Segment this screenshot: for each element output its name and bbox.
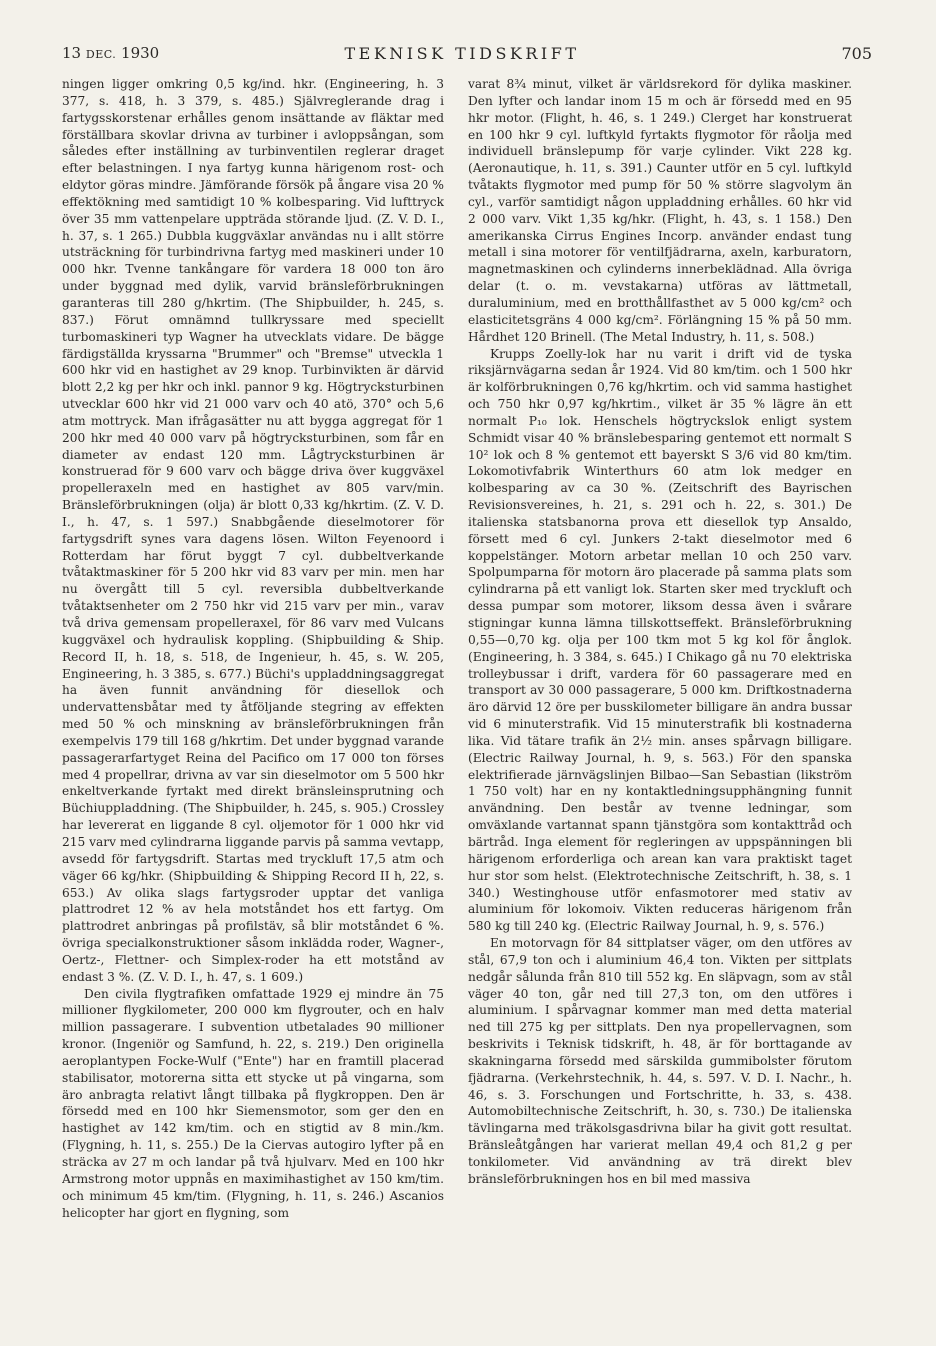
page-header	[62, 44, 872, 64]
issue-day: 13	[62, 44, 82, 62]
paragraph: ningen ligger omkring 0,5 kg/ind. hkr. (Engineering, h. 3 377, s. 418, h. 3 379, s. 485.) Självreglerande drag i fartygsskorstenar erhålles genom insättande av fläktar med förställbara skovlar drivna av turbiner i avloppsångan, som således efter inställning av turbinventilen reglerar draget efter belastningen. I nya fartyg kunna härigenom rost- och eldytor göras mindre. Jämförande försök på ångare visa 20 % effektökning med samtidigt 10 % kolbesparing. Vid lufttryck över 35 mm vattenpelare uppträda störande ljud. (Z. V. D. I., h. 37, s. 1 265.) Dubbla kuggväxlar användas nu i allt större utsträckning för turbindrivna fartyg med maskineri under 10 000 hkr. Tvenne tankångare för vardera 18 000 ton äro under byggnad med dylik, varvid bränsleförbrukningen garanteras till 280 g/hkrtim. (The Shipbuilder, h. 245, s. 837.) Förut omnämnd tullkryssare med speciellt turbomaskineri typ Wagner ha utvecklats vidare. De bägge färdigställda kryssarna "Brummer" och "Bremse" utveckla 1 600 hkr vid en hastighet av 29 knop. Turbinvikten är därvid blott 2,2 kg per hkr och inkl. pannor 9 kg. Högtrycksturbinen utvecklar 600 hkr vid 21 000 varv och 40 atö, 370° och 5,6 atm mottryck. Man ifrågasätter nu att bygga aggregat för 1 200 hkr med 40 000 varv på högtrycksturbinen, som får en diameter av endast 120 mm. Lågtrycksturbinen är konstruerad för 9 600 varv och bägge driva över kuggväxel propelleraxeln med en hastighet av 805 varv/min. Bränsleförbrukningen (olja) är blott 0,33 kg/hkrtim. (Z. V. D. I., h. 47, s. 1 597.) Snabbgående dieselmotorer för fartygsdrift synes vara dagens lösen. Wilton Feyenoord i Rotterdam har förut byggt 7 cyl. dubbeltverkande tvåtaktmaskiner för 5 200 hkr vid 83 varv per min. men har nu övergått till 5 cyl. reversibla dubbeltverkande tvåtaktsenheter om 2 750 hkr vid 215 varv per min., varav två driva gemensam propelleraxel, för 86 varv med Vulcans kuggväxel och hydraulisk koppling. (Shipbuilding & Ship. Record II, h. 18, s. 518, de Ingenieur, h. 45, s. W. 205, Engineering, h. 3 385, s. 677.) Büchi's uppladdningsaggregat ha även funnit användning för diesellok och undervattensbåtar med ty åtföljande stegring av effekten med 50 % och minskning av bränsleförbrukningen från exempelvis 179 till 168 g/hkrtim. Det under byggnad varande passagerarfartyget Reina del Pacifico om 17 000 ton förses med 4 propellrar, drivna av var sin dieselmotor om 5 500 hkr enkeltverkande fyrtakt med direkt bränsleinsprutning och Büchiuppladdning. (The Shipbuilder, h. 245, s. 905.) Crossley har levererat en liggande 8 cyl. oljemotor för 1 000 hkr vid 215 varv med cylindrarna liggande parvis på samma vevtapp, avsedd för fartygsdrift. Startas med tryckluft 17,5 atm och väger 66 kg/hkr. (Shipbuilding & Shipping Record II h, 22, s. 653.) Av olika slags fartygsroder upptar det vanliga plattrodret 12 % av hela motståndet hos ett fartyg. Om plattrodret anbringas på profilstäv, så blir motståndet 6 %. övriga specialkonstruktioner såsom inklädda roder, Wagner-, Oertz-, Flettner- och Simplex-roder ha ett motstånd av endast 3 %. (Z. V. D. I., h. 47, s. 1 609.)	[62, 77, 444, 984]
page-number: 705	[841, 44, 872, 63]
paragraph: En motorvagn för 84 sittplatser väger, om den utföres av stål, 67,9 ton och i aluminium 46,4 ton. Vikten per sittplats nedgår sålunda från 810 till 552 kg. En släpvagn, som av stål väger 40 ton, går ned till 27,3 ton, om den utföres i aluminium. I spårvagnar kommer man med detta material ned till 275 kg per sittplats. Den nya propellervagnen, som beskrivits i Teknisk tidskrift, h. 48, är för borttagande av skakningarna försedd med särskilda gummibolster förutom fjädrarna. (Verkehrstechnik, h. 44, s. 597. V. D. I. Nachr., h. 46, s. 3. Forschungen und Fortschritte, h. 33, s. 438. Automobiltechnische Zeitschrift, h. 30, s. 730.) De italienska tävlingarna med träkolsgasdrivna bilar ha givit gott resultat. Bränsleåtgången har varierat mellan 49,4 och 81,2 g per tonkilometer. Vid användning av trä direkt blev bränsleförbrukningen hos en bil med massiva	[468, 936, 852, 1186]
paragraph: Krupps Zoelly-lok har nu varit i drift vid de tyska riksjärnvägarna sedan år 1924. Vid 80 km/tim. och 1 500 hkr är kolförbrukningen 0,76 kg/hkrtim. och vid samma hastighet och 750 hkr 0,97 kg/hkrtim., vilket är 35 % lägre än ett normalt P₁₀ lok. Henschels högtryckslok enligt system Schmidt visar 40 % bränslebesparing gentemot ett normalt S 10² lok och 8 % gentemot ett bayerskt S 3/6 vid 80 km/tim. Lokomotivfabrik Winterthurs 60 atm lok medger en kolbesparing av ca 30 %. (Zeitschrift des Bayrischen Revisionsvereines, h. 21, s. 291 och h. 22, s. 301.) De italienska statsbanorna prova ett diesellok typ Ansaldo, försett med 6 cyl. Junkers 2-takt dieselmotor med 6 koppelstänger. Motorn arbetar mellan 10 och 250 varv. Spolpumparna för motorn äro placerade på samma plats som cylindrarna på ett vanligt lok. Starten sker med tryckluft och dessa pumpar som motorer, liksom dessa även i svårare stigningar kunna lämna tillskottseffekt. Bränsleförbrukning 0,55—0,70 kg. olja per 100 tkm mot 5 kg kol för ånglok. (Engineering, h. 3 384, s. 645.) I Chikago gå nu 70 elektriska trolleybussar i drift, vardera för 60 passagerare med en transport av 30 000 passagerare, 5 000 km. Driftkostnaderna äro därvid 12 öre per busskilometer billigare än andra bussar vid 6 minuterstrafik. Vid 15 minuterstrafik bli kostnaderna lika. Vid tätare trafik än 2½ min. anses spårvagn billigare. (Electric Railway Journal, h. 9, s. 563.) För den spanska elektrifierade järnvägslinjen Bilbao—San Sebastian (likström 1 750 volt) har en ny kontaktledningsupphängning funnit användning. Den består av tvenne ledningar, som omväxlande vartannat spann tjänstgöra som kontakttråd och bärtråd. Inga element för regleringen av uppspänningen bli härigenom erforderliga och arean kan vara praktiskt taget hur stor som helst. (Elektrotechnische Zeitschrift, h. 38, s. 1 340.) Westinghouse utför enfasmotorer med stativ av aluminium för lokomoiv. Vikten reduceras härigenom från 580 kg till 240 kg. (Electric Railway Journal, h. 9, s. 576.)	[468, 346, 852, 934]
paragraph: varat 8¾ minut, vilket är världsrekord för dylika maskiner. Den lyfter och landar inom 15 m och är försedd med en 95 hkr motor. (Flight, h. 46, s. 1 249.) Clerget har konstruerat en 100 hkr 9 cyl. luftkyld fyrtakts flygmotor för råolja med individuell bränslepump för varje cylinder. Vikt 228 kg. (Aeronautique, h. 11, s. 391.) Caunter utför en 5 cyl. luftkyld tvåtakts flygmotor med pump för 50 % större slagvolym än cyl., varför samtidigt någon uppladdning erhålles. 60 hkr vid 2 000 varv. Vikt 1,35 kg/hkr. (Flight, h. 43, s. 1 158.) Den amerikanska Cirrus Engines Incorp. använder endast tung metall i sina motorer för ventilfjädrarna, axeln, karburatorn, magnetmaskinen och cylinderns innerbeklädnad. Alla övriga delar (t. o. m. vevstakarna) utföras av lättmetall, duraluminium, med en brotthållfasthet av 5 000 kg/cm² och elasticitetsgräns 4 000 kg/cm². Förlängning 15 % på 50 mm. Hårdhet 120 Brinell. (The Metal Industry, h. 11, s. 508.)	[468, 77, 852, 344]
left-column	[62, 76, 444, 1276]
paragraph: Den civila flygtrafiken omfattade 1929 ej mindre än 75 millioner flygkilometer, 200 000 km flygrouter, och en halv million passagerare. I subvention utbetalades 90 millioner kronor. (Ingeniör og Samfund, h. 22, s. 219.) Den originella aeroplantypen Focke-Wulf ("Ente") har en framtill placerad stabilisator, motorerna sitta ett stycke ut på vingarna, som äro anbragta relativt långt tillbaka på flygkroppen. Den är försedd med en 100 hkr Siemensmotor, som ger den en hastighet av 142 km/tim. och en stigtid av 8 min./km. (Flygning, h. 11, s. 255.) De la Ciervas autogiro lyfter på en sträcka av 27 m och landar på två hjulvarv. Med en 100 hkr Armstrong motor uppnås en maximihastighet av 150 km/tim. och minimum 45 km/tim. (Flygning, h. 11, s. 246.) Ascanios helicopter har gjort en flygning, som	[62, 986, 444, 1220]
right-column	[468, 76, 852, 1276]
journal-title: TEKNISK TIDSKRIFT	[344, 44, 580, 63]
issue-year: 1930	[121, 44, 160, 62]
issue-month: DEC.	[85, 48, 117, 61]
